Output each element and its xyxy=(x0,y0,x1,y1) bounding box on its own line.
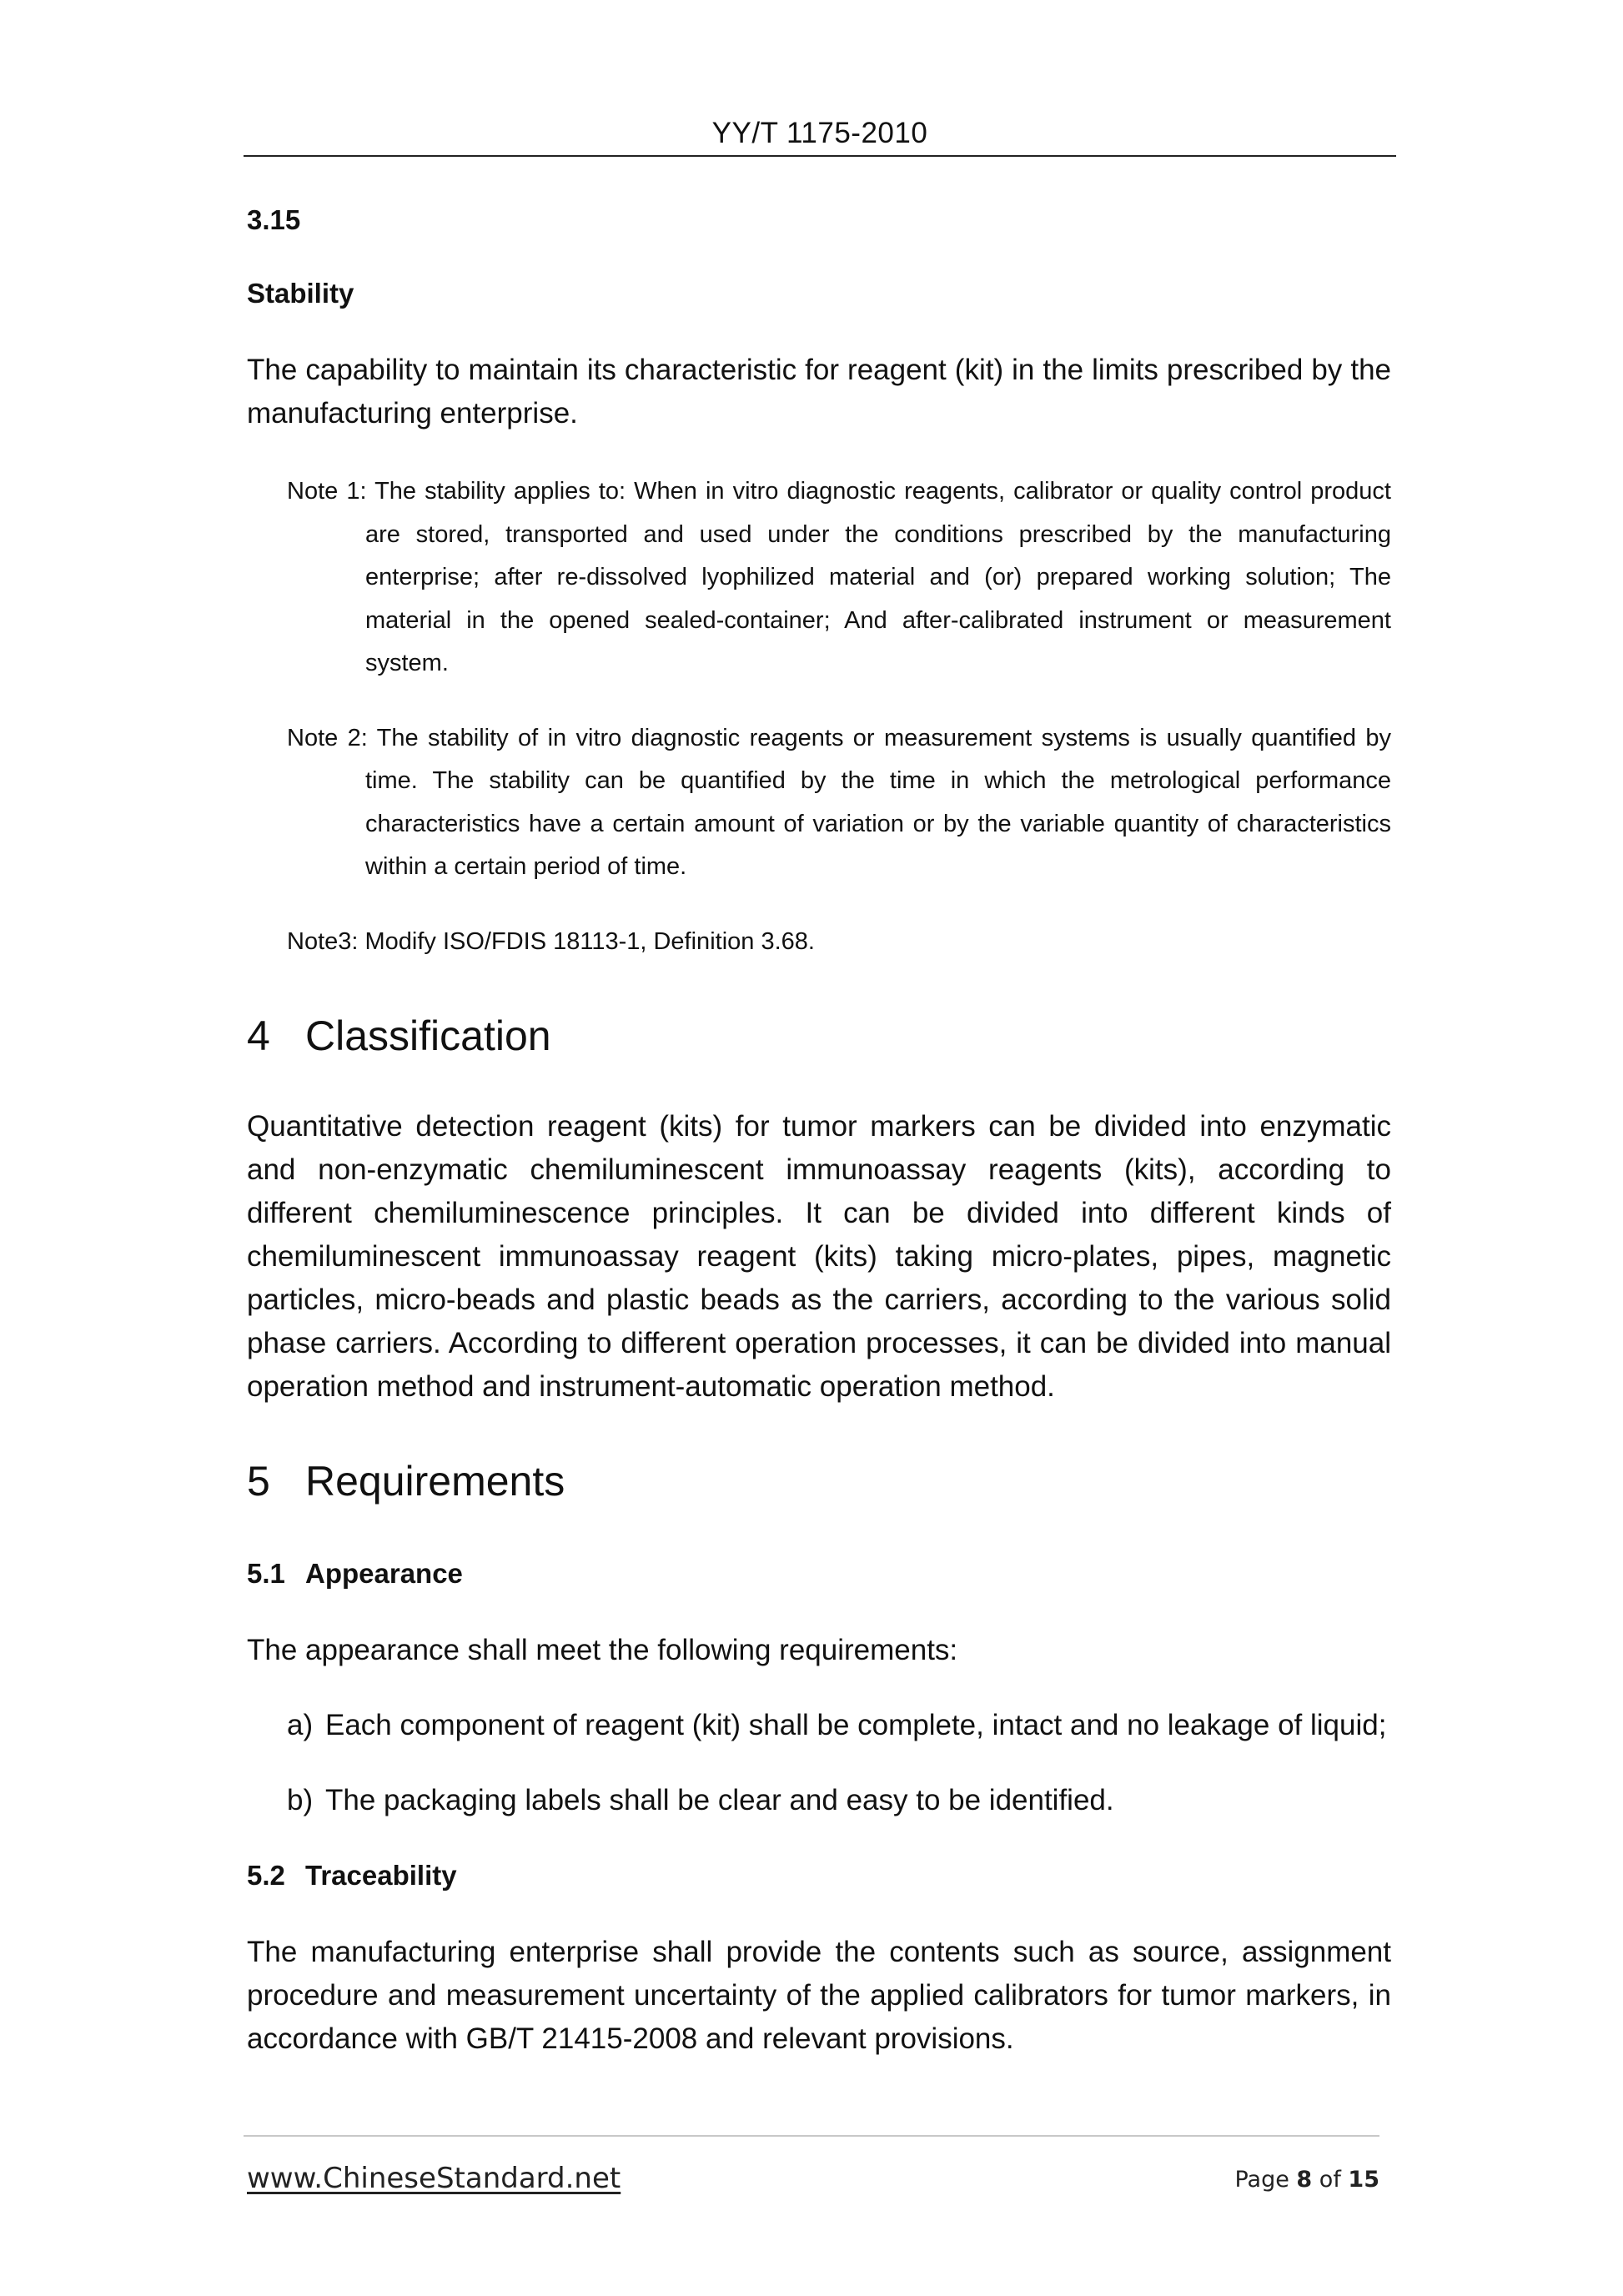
page-header xyxy=(244,113,1396,157)
page-total: 15 xyxy=(1348,2167,1379,2193)
standard-code: YY/T 1175-2010 xyxy=(711,117,928,149)
section-5-heading xyxy=(247,1452,1391,1510)
list-marker: b) xyxy=(287,1783,314,1816)
page-content xyxy=(247,200,1391,2061)
section-4-number: 4 xyxy=(247,1012,270,1059)
list-item-text: The packaging labels shall be clear and easy to be identified. xyxy=(325,1783,1114,1816)
note-2-text: The stability of in vitro diagnostic reagents or measurement systems is usually quantified by time. The stability can be quantified by the time in which the metrological performance characteristics have a certain amount of variation or by the variable quantity of characteristics within a certain period of time. xyxy=(365,724,1391,880)
section-4-title: Classification xyxy=(305,1012,551,1059)
list-item xyxy=(287,1779,1391,1822)
note-1-label: Note 1: xyxy=(287,478,375,505)
subsection-5-2-number: 5.2 xyxy=(247,1859,285,1891)
page-number xyxy=(1234,2167,1379,2193)
subsection-5-1-title: Appearance xyxy=(305,1557,463,1589)
list-item-text: Each component of reagent (kit) shall be complete, intact and no leakage of liquid; xyxy=(325,1708,1387,1741)
clause-term: Stability xyxy=(247,278,354,309)
note-2 xyxy=(247,717,1391,889)
list-marker: a) xyxy=(287,1708,314,1741)
note-3-text: Modify ISO/FDIS 18113-1, Definition 3.68. xyxy=(364,927,815,955)
section-5-number: 5 xyxy=(247,1457,270,1505)
clause-definition: The capability to maintain its characteristic for reagent (kit) in the limits prescribed by the manufacturing enterprise. xyxy=(247,354,1391,430)
note-3 xyxy=(287,921,1391,963)
subsection-5-1-number: 5.1 xyxy=(247,1557,285,1589)
note-3-label: Note3: xyxy=(287,927,365,955)
subsection-5-2-title: Traceability xyxy=(305,1859,457,1891)
page-of: of xyxy=(1312,2167,1349,2193)
page-prefix: Page xyxy=(1234,2167,1297,2193)
section-4-heading xyxy=(247,1007,1391,1065)
note-2-label: Note 2: xyxy=(287,724,377,751)
list-item xyxy=(287,1704,1391,1747)
section-5-title: Requirements xyxy=(305,1457,565,1505)
clause-number: 3.15 xyxy=(247,204,301,235)
page-current: 8 xyxy=(1296,2167,1313,2193)
note-1 xyxy=(247,470,1391,686)
subsection-5-1-heading xyxy=(247,1554,1391,1594)
note-1-text: The stability applies to: When in vitro diagnostic reagents, calibrator or quality control product are stored, transported and used under the conditions prescribed by the manufacturing enterprise; after re-dissolved lyophilized material and (or) prepared working solution; The material in the opened sealed-container; And after-calibrated instrument or measurement system. xyxy=(365,478,1391,676)
appearance-intro: The appearance shall meet the following requirements: xyxy=(247,1633,958,1666)
traceability-body: The manufacturing enterprise shall provide the contents such as source, assignment procedure and measurement uncertainty of the applied calibrators for tumor markers, in accordance with GB/T 21415-2008 and relevant provisions. xyxy=(247,1935,1391,2055)
footer-website-link[interactable]: www.ChineseStandard.net xyxy=(247,2162,621,2195)
subsection-5-2-heading xyxy=(247,1856,1391,1896)
footer-divider xyxy=(244,2135,1379,2137)
section-4-body: Quantitative detection reagent (kits) for tumor markers can be divided into enzymatic and non-enzymatic chemiluminescent immunoassay reagents (kits), according to different chemiluminescence principles. It can be divided into different kinds of chemiluminescent immunoassay reagent (kits) taking micro-plates, pipes, magnetic particles, micro-beads and plastic beads as the carriers, according to the various solid phase carriers. According to different operation processes, it can be divided into manual operation method and instrument-automatic operation method. xyxy=(247,1109,1391,1403)
